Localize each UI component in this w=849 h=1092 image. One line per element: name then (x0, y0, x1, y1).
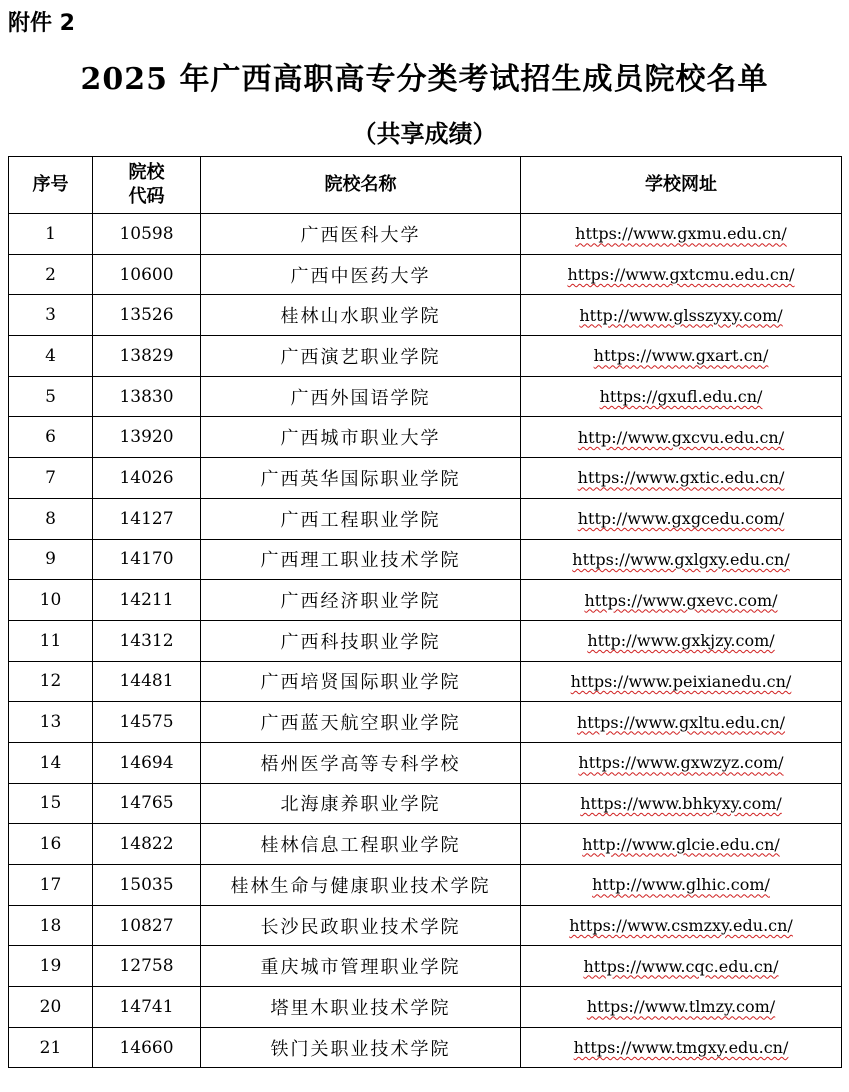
table-row (9, 905, 842, 946)
url-link[interactable]: https://www.gxtic.edu.cn/ (521, 458, 842, 499)
seq-cell: 18 (9, 905, 93, 946)
name-cell: 北海康养职业学院 (201, 783, 521, 824)
seq-cell: 3 (9, 295, 93, 336)
table-row (9, 620, 842, 661)
seq-cell: 15 (9, 783, 93, 824)
table-row (9, 417, 842, 458)
header-name: 院校名称 (201, 157, 521, 214)
table-row (9, 376, 842, 417)
code-cell: 14481 (93, 661, 201, 702)
url-link[interactable]: https://www.gxltu.edu.cn/ (521, 702, 842, 743)
header-code-line2: 代码 (128, 186, 165, 207)
header-code-line1: 院校 (128, 162, 165, 183)
name-cell: 桂林生命与健康职业技术学院 (201, 865, 521, 906)
table-row (9, 865, 842, 906)
name-cell: 广西蓝天航空职业学院 (201, 702, 521, 743)
name-cell: 重庆城市管理职业学院 (201, 946, 521, 987)
table-header-row (9, 157, 842, 214)
name-cell: 广西演艺职业学院 (201, 336, 521, 377)
code-cell: 13830 (93, 376, 201, 417)
name-cell: 桂林山水职业学院 (201, 295, 521, 336)
seq-cell: 19 (9, 946, 93, 987)
code-cell: 14660 (93, 1027, 201, 1068)
table-row (9, 336, 842, 377)
seq-cell: 13 (9, 702, 93, 743)
table-row (9, 661, 842, 702)
table-row (9, 946, 842, 987)
code-cell: 14026 (93, 458, 201, 499)
code-cell: 14765 (93, 783, 201, 824)
header-seq: 序号 (9, 157, 93, 214)
url-link[interactable]: http://www.glcie.edu.cn/ (521, 824, 842, 865)
seq-cell: 7 (9, 458, 93, 499)
college-table (8, 156, 842, 1068)
seq-cell: 21 (9, 1027, 93, 1068)
name-cell: 长沙民政职业技术学院 (201, 905, 521, 946)
name-cell: 广西医科大学 (201, 214, 521, 255)
code-cell: 14312 (93, 620, 201, 661)
name-cell: 广西外国语学院 (201, 376, 521, 417)
name-cell: 铁门关职业技术学院 (201, 1027, 521, 1068)
seq-cell: 1 (9, 214, 93, 255)
seq-cell: 4 (9, 336, 93, 377)
url-link[interactable]: https://www.gxlgxy.edu.cn/ (521, 539, 842, 580)
name-cell: 广西工程职业学院 (201, 498, 521, 539)
name-cell: 广西科技职业学院 (201, 620, 521, 661)
code-cell: 14575 (93, 702, 201, 743)
url-link[interactable]: https://www.bhkyxy.com/ (521, 783, 842, 824)
seq-cell: 8 (9, 498, 93, 539)
code-cell: 10600 (93, 254, 201, 295)
table-row (9, 539, 842, 580)
name-cell: 广西中医药大学 (201, 254, 521, 295)
code-cell: 14127 (93, 498, 201, 539)
code-cell: 15035 (93, 865, 201, 906)
url-link[interactable]: https://www.csmzxy.edu.cn/ (521, 905, 842, 946)
url-link[interactable]: http://www.glhic.com/ (521, 865, 842, 906)
code-cell: 13829 (93, 336, 201, 377)
seq-cell: 12 (9, 661, 93, 702)
url-link[interactable]: https://www.gxwzyz.com/ (521, 742, 842, 783)
table-row (9, 580, 842, 621)
table-row (9, 295, 842, 336)
code-cell: 14741 (93, 987, 201, 1028)
name-cell: 广西理工职业技术学院 (201, 539, 521, 580)
table-row (9, 702, 842, 743)
url-link[interactable]: https://www.gxtcmu.edu.cn/ (521, 254, 842, 295)
table-row (9, 498, 842, 539)
url-link[interactable]: http://www.gxkjzy.com/ (521, 620, 842, 661)
table-row (9, 1027, 842, 1068)
attachment-label: 附件 2 (8, 11, 75, 36)
code-cell: 14170 (93, 539, 201, 580)
seq-cell: 11 (9, 620, 93, 661)
url-link[interactable]: https://www.cqc.edu.cn/ (521, 946, 842, 987)
name-cell: 广西经济职业学院 (201, 580, 521, 621)
table-row (9, 824, 842, 865)
table-row (9, 214, 842, 255)
code-cell: 10598 (93, 214, 201, 255)
code-cell: 14211 (93, 580, 201, 621)
url-link[interactable]: http://www.gxcvu.edu.cn/ (521, 417, 842, 458)
name-cell: 塔里木职业技术学院 (201, 987, 521, 1028)
url-link[interactable]: https://www.gxmu.edu.cn/ (521, 214, 842, 255)
table-row (9, 254, 842, 295)
url-link[interactable]: https://www.gxart.cn/ (521, 336, 842, 377)
name-cell: 广西英华国际职业学院 (201, 458, 521, 499)
url-link[interactable]: https://gxufl.edu.cn/ (521, 376, 842, 417)
name-cell: 广西培贤国际职业学院 (201, 661, 521, 702)
name-cell: 梧州医学高等专科学校 (201, 742, 521, 783)
header-url: 学校网址 (521, 157, 842, 214)
code-cell: 14822 (93, 824, 201, 865)
document-subtitle: （共享成绩） (352, 119, 497, 148)
seq-cell: 6 (9, 417, 93, 458)
table-row (9, 987, 842, 1028)
name-cell: 桂林信息工程职业学院 (201, 824, 521, 865)
url-link[interactable]: https://www.peixianedu.cn/ (521, 661, 842, 702)
code-cell: 10827 (93, 905, 201, 946)
url-link[interactable]: http://www.glsszyxy.com/ (521, 295, 842, 336)
code-cell: 13920 (93, 417, 201, 458)
table-row (9, 742, 842, 783)
code-cell: 14694 (93, 742, 201, 783)
seq-cell: 16 (9, 824, 93, 865)
seq-cell: 5 (9, 376, 93, 417)
seq-cell: 17 (9, 865, 93, 906)
url-link[interactable]: https://www.tlmzy.com/ (521, 987, 842, 1028)
seq-cell: 9 (9, 539, 93, 580)
document-title: 2025 年广西高职高专分类考试招生成员院校名单 (80, 62, 769, 97)
url-link[interactable]: http://www.gxgcedu.com/ (521, 498, 842, 539)
seq-cell: 20 (9, 987, 93, 1028)
table-row (9, 458, 842, 499)
url-link[interactable]: https://www.gxevc.com/ (521, 580, 842, 621)
table-row (9, 783, 842, 824)
code-cell: 12758 (93, 946, 201, 987)
url-link[interactable]: https://www.tmgxy.edu.cn/ (521, 1027, 842, 1068)
seq-cell: 2 (9, 254, 93, 295)
code-cell: 13526 (93, 295, 201, 336)
seq-cell: 14 (9, 742, 93, 783)
header-code (93, 157, 201, 214)
name-cell: 广西城市职业大学 (201, 417, 521, 458)
seq-cell: 10 (9, 580, 93, 621)
